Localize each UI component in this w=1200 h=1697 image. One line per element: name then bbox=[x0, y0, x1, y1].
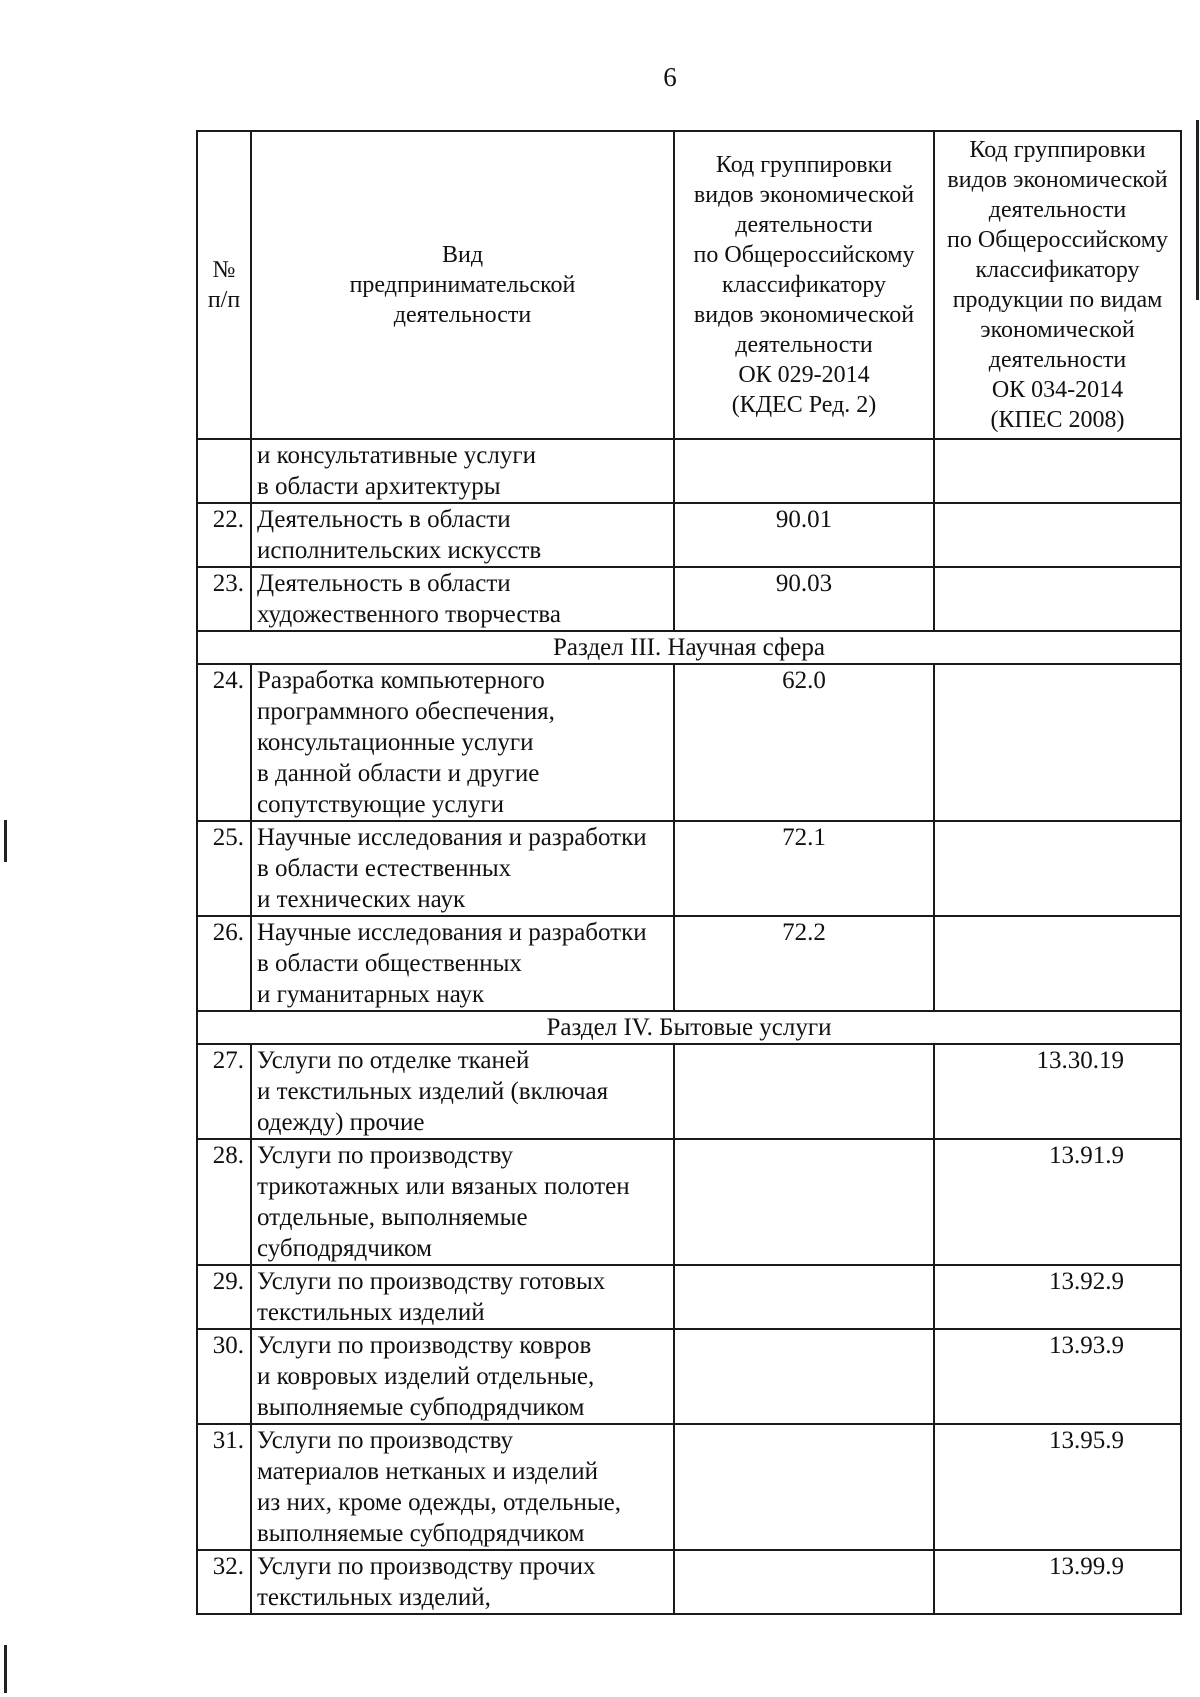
section-title: Раздел III. Научная сфера bbox=[197, 631, 1181, 664]
row-number: 30. bbox=[197, 1329, 251, 1424]
table-row bbox=[197, 664, 1181, 821]
row-okpd-code bbox=[934, 916, 1181, 1011]
row-activity: Научные исследования и разработки в области естественных и технических наук bbox=[251, 821, 674, 916]
row-okved-code bbox=[674, 1139, 934, 1265]
header-okved-code: Код группировки видов экономической деятельности по Общероссийскому классификатору видов экономической деятельности ОК 029-2014 (КДЕС Ред. 2) bbox=[674, 131, 934, 439]
table-row bbox=[197, 1424, 1181, 1550]
row-activity: Услуги по производству трикотажных или вязаных полотен отдельные, выполняемые субподрядчиком bbox=[251, 1139, 674, 1265]
row-okved-code: 90.03 bbox=[674, 567, 934, 631]
row-okved-code bbox=[674, 1550, 934, 1614]
row-number: 27. bbox=[197, 1044, 251, 1139]
row-activity: Научные исследования и разработки в области общественных и гуманитарных наук bbox=[251, 916, 674, 1011]
row-okpd-code bbox=[934, 567, 1181, 631]
row-okpd-code: 13.92.9 bbox=[934, 1265, 1181, 1329]
scan-mark-left-bottom bbox=[4, 1645, 7, 1693]
row-activity: Услуги по производству прочих текстильных изделий, bbox=[251, 1550, 674, 1614]
row-okved-code bbox=[674, 1044, 934, 1139]
row-okpd-code bbox=[934, 664, 1181, 821]
row-activity: Услуги по производству материалов нетканых и изделий из них, кроме одежды, отдельные, выполняемые субподрядчиком bbox=[251, 1424, 674, 1550]
row-okved-code: 72.2 bbox=[674, 916, 934, 1011]
row-okpd-code bbox=[934, 503, 1181, 567]
table-row bbox=[197, 1265, 1181, 1329]
row-activity: Услуги по отделке тканей и текстильных изделий (включая одежду) прочие bbox=[251, 1044, 674, 1139]
row-okpd-code: 13.91.9 bbox=[934, 1139, 1181, 1265]
scan-mark-right bbox=[1196, 120, 1199, 300]
header-okpd-code: Код группировки видов экономической деятельности по Общероссийскому классификатору продукции по видам экономической деятельности ОК 034-2014 (КПЕС 2008) bbox=[934, 131, 1181, 439]
row-number: 22. bbox=[197, 503, 251, 567]
row-okved-code bbox=[674, 439, 934, 503]
row-number: 28. bbox=[197, 1139, 251, 1265]
row-okved-code: 90.01 bbox=[674, 503, 934, 567]
row-number bbox=[197, 439, 251, 503]
row-okved-code: 72.1 bbox=[674, 821, 934, 916]
row-okpd-code: 13.30.19 bbox=[934, 1044, 1181, 1139]
row-activity: Деятельность в области художественного творчества bbox=[251, 567, 674, 631]
section-title: Раздел IV. Бытовые услуги bbox=[197, 1011, 1181, 1044]
row-okved-code bbox=[674, 1424, 934, 1550]
table-row bbox=[197, 503, 1181, 567]
row-activity: Услуги по производству ковров и ковровых изделий отдельные, выполняемые субподрядчиком bbox=[251, 1329, 674, 1424]
row-activity: и консультативные услуги в области архитектуры bbox=[251, 439, 674, 503]
table-row bbox=[197, 1139, 1181, 1265]
row-activity: Деятельность в области исполнительских искусств bbox=[251, 503, 674, 567]
header-number: № п/п bbox=[197, 131, 251, 439]
table-row bbox=[197, 1550, 1181, 1614]
row-okpd-code bbox=[934, 439, 1181, 503]
row-number: 25. bbox=[197, 821, 251, 916]
row-okved-code bbox=[674, 1265, 934, 1329]
row-number: 32. bbox=[197, 1550, 251, 1614]
header-activity-type: Вид предпринимательской деятельности bbox=[251, 131, 674, 439]
row-activity: Разработка компьютерного программного обеспечения, консультационные услуги в данной области и другие сопутствующие услуги bbox=[251, 664, 674, 821]
scan-mark-left bbox=[4, 820, 7, 862]
row-okpd-code bbox=[934, 821, 1181, 916]
row-okved-code bbox=[674, 1329, 934, 1424]
row-number: 24. bbox=[197, 664, 251, 821]
row-okpd-code: 13.99.9 bbox=[934, 1550, 1181, 1614]
table-row bbox=[197, 567, 1181, 631]
table-header-row bbox=[197, 131, 1181, 439]
table-row bbox=[197, 1044, 1181, 1139]
table-row bbox=[197, 1329, 1181, 1424]
table-row bbox=[197, 821, 1181, 916]
page-number: 6 bbox=[663, 62, 677, 92]
row-number: 26. bbox=[197, 916, 251, 1011]
row-activity: Услуги по производству готовых текстильных изделий bbox=[251, 1265, 674, 1329]
row-number: 29. bbox=[197, 1265, 251, 1329]
row-number: 23. bbox=[197, 567, 251, 631]
section-row bbox=[197, 631, 1181, 664]
table-row bbox=[197, 439, 1181, 503]
activity-codes-table bbox=[196, 130, 1182, 1615]
table-row bbox=[197, 916, 1181, 1011]
row-okpd-code: 13.95.9 bbox=[934, 1424, 1181, 1550]
section-row bbox=[197, 1011, 1181, 1044]
row-okpd-code: 13.93.9 bbox=[934, 1329, 1181, 1424]
row-number: 31. bbox=[197, 1424, 251, 1550]
table-body bbox=[197, 439, 1181, 1614]
row-okved-code: 62.0 bbox=[674, 664, 934, 821]
